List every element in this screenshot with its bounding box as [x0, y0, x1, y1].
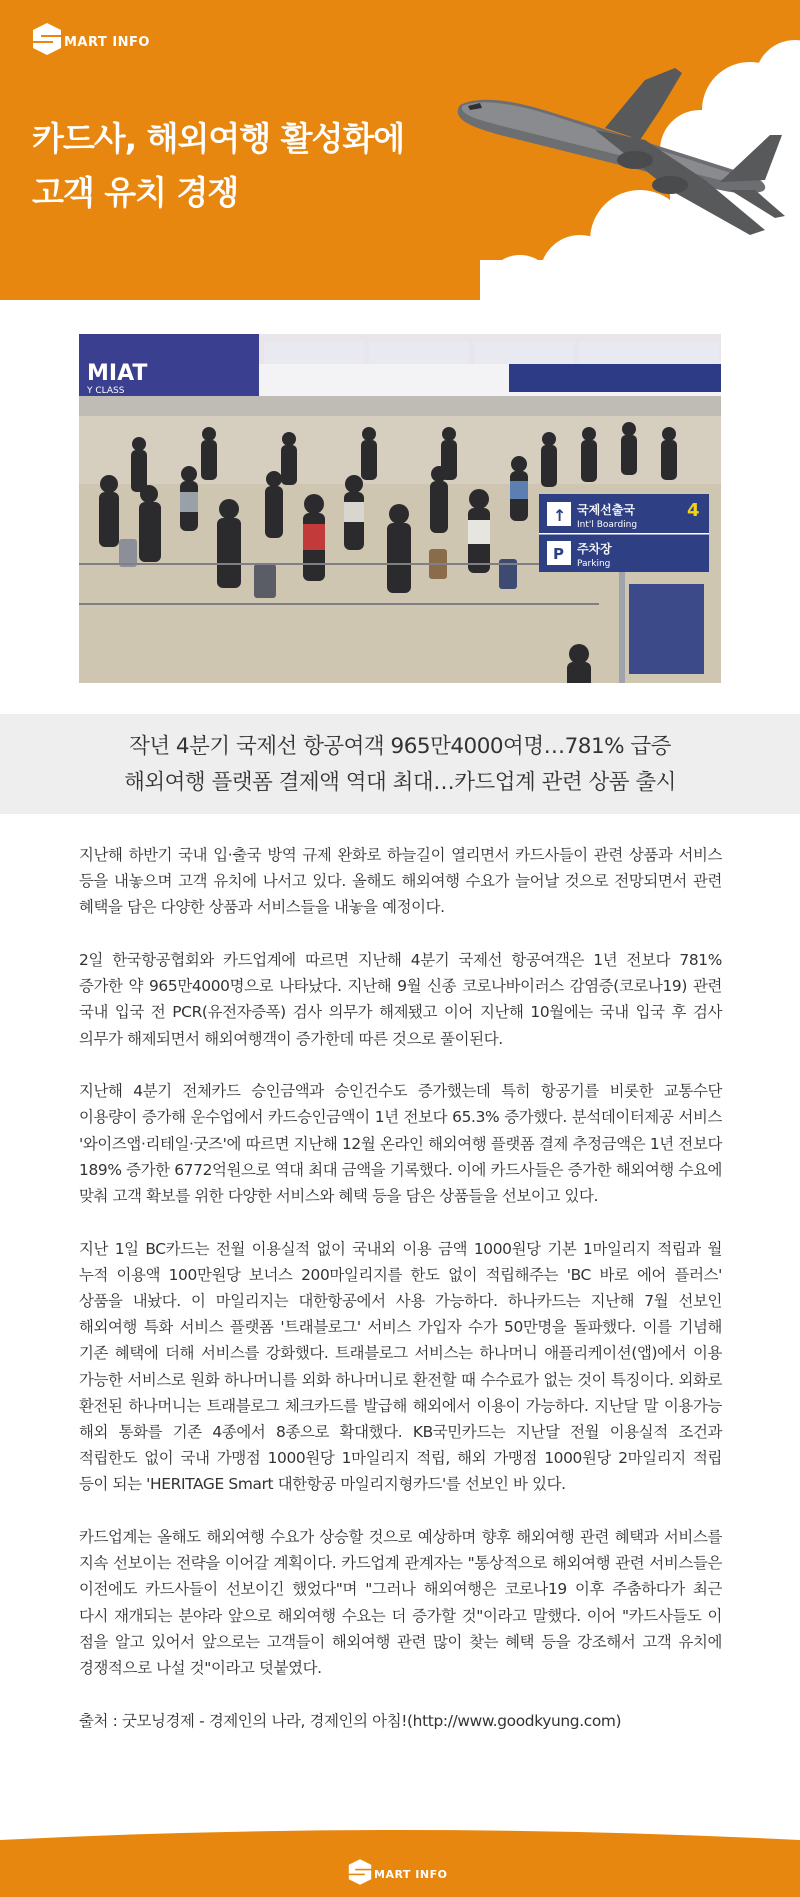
airline-sign-sub: Y CLASS [87, 386, 125, 396]
subheadline-band [0, 714, 800, 814]
s-logo-icon [32, 22, 62, 56]
page-title-line-2: 고객 유치 경쟁 [32, 173, 239, 212]
article-paragraph-5: 카드업계는 올해도 해외여행 수요가 상승할 것으로 예상하며 향후 해외여행 관련 혜택과 서비스를 지속 선보이는 전략을 이어갈 계획이다. 카드업계 관계자는 "통상적으로 해외여행 관련 서비스들은 이전에도 카드사들이 선보이긴 했었다"며 "그러나 해외여행은 코로나19 이후 주춤하다가 최근 다시 재개되는 분야라 앞으로 해외여행 수요는 더 증가할 것"이라고 말했다. 이어 "카드사들도 이 점을 알고 있어서 앞으로는 고객들이 해외여행 관련 많이 찾는 혜택 등을 강조해서 고객 유치에 경쟁적으로 나설 것"이라고 덧붙였다. [79, 1528, 722, 1678]
airport-crowd-photo [79, 334, 721, 683]
brand-logo-text: MART INFO [64, 34, 150, 50]
subheadline-line-1: 작년 4분기 국제선 항공여객 965만4000여명…781% 급증 [129, 734, 671, 759]
airplane-cloud-illustration [420, 40, 800, 300]
subheadline-line-2: 해외여행 플랫폼 결제액 역대 최대…카드업계 관련 상품 출시 [124, 770, 676, 795]
article-paragraph-3: 지난해 4분기 전체카드 승인금액과 승인건수도 증가했는데 특히 항공기를 비롯한 교통수단 이용량이 증가해 운수업에서 카드승인금액이 1년 전보다 65.3% 증가했다. 분석데이터제공 서비스 '와이즈앱·리테일·굿즈'에 따르면 지난해 12월 온라인 해외여행 플랫폼 결제 추정금액은 1년 전보다 189% 증가한 6772억원으로 역대 최대 금액을 기록했다. 이에 카드사들은 증가한 해외여행 수요에 맞춰 고객 확보를 위한 다양한 서비스와 혜택 등을 담은 상품들을 선보이고 있다. [79, 1082, 722, 1206]
s-logo-icon [348, 1858, 372, 1886]
page-title-line-1: 카드사, 해외여행 활성화에 [32, 119, 405, 158]
article-source: 출처 : 굿모닝경제 - 경제인의 나라, 경제인의 아침!(http://www.goodkyung.com) [79, 1711, 622, 1730]
footer-logo-text: MART INFO [374, 1867, 448, 1881]
brand-logo [32, 22, 150, 56]
sign-boarding-kr: 국제선출국 [577, 503, 635, 517]
airport-photo-illustration [79, 334, 721, 683]
airline-sign-text: MIAT [87, 361, 148, 386]
page-title [32, 112, 404, 220]
article-paragraph-4: 지난 1일 BC카드는 전월 이용실적 없이 국내외 이용 금액 1000원당 기본 1마일리지 적립과 월 누적 이용액 100만원당 보너스 200마일리지를 한도 없이 적립해주는 'BC 바로 에어 플러스' 상품을 내놨다. 이 마일리지는 대한항공에서 사용 가능하다. 하나카드는 지난해 7월 선보인 해외여행 특화 서비스 플랫폼 '트래블로그' 서비스 가입자 수가 50만명을 돌파했다. 이를 기념해 기존 혜택에 더해 서비스를 강화했다. 트래블로그 서비스는 하나머니 애플리케이션(앱)에서 이용 가능한 서비스로 원화 하나머니를 외화 하나머니로 환전할 때 수수료가 없는 것이 특징이다. 외화로 환전된 하나머니는 트래블로그 체크카드를 발급해 해외에서 이용이 가능하다. 지난달 말 이용가능 해외 통화를 기존 4종에서 8종으로 확대했다. KB국민카드는 지난달 전월 이용실적 조건과 적립한도 없이 국내 가맹점 1000원당 1마일리지 적립, 해외 가맹점 1000원당 2마일리지 적립 등이 되는 'HERITAGE Smart 대한항공 마일리지형카드'를 선보인 바 있다. [79, 1239, 722, 1494]
sign-parking-kr: 주차장 [577, 542, 612, 556]
sign-number: 4 [687, 500, 700, 521]
footer-logo [348, 1858, 447, 1886]
article-body [79, 842, 722, 1760]
header-banner [0, 0, 800, 300]
sign-boarding-en: Int'l Boarding [577, 520, 638, 530]
sign-parking-en: Parking [577, 559, 611, 569]
svg-text:P: P [553, 545, 564, 563]
svg-text:↑: ↑ [553, 506, 567, 525]
article-paragraph-1: 지난해 하반기 국내 입·출국 방역 규제 완화로 하늘길이 열리면서 카드사들이 관련 상품과 서비스 등을 내놓으며 고객 유치에 나서고 있다. 올해도 해외여행 수요가 늘어날 것으로 전망되면서 관련 혜택을 담은 다양한 상품과 서비스들을 내놓을 예정이다. [79, 846, 722, 917]
article-paragraph-2: 2일 한국항공협회와 카드업계에 따르면 지난해 4분기 국제선 항공여객은 1년 전보다 781% 증가한 약 965만4000명으로 나타났다. 지난해 9월 신종 코로나바이러스 감염증(코로나19) 관련 국내 입국 전 PCR(유전자증폭) 검사 의무가 해제됐고 이어 지난해 10월에는 국내 입국 후 검사 의무가 해제되면서 해외여행객이 증가한데 따른 것으로 풀이된다. [79, 951, 722, 1048]
